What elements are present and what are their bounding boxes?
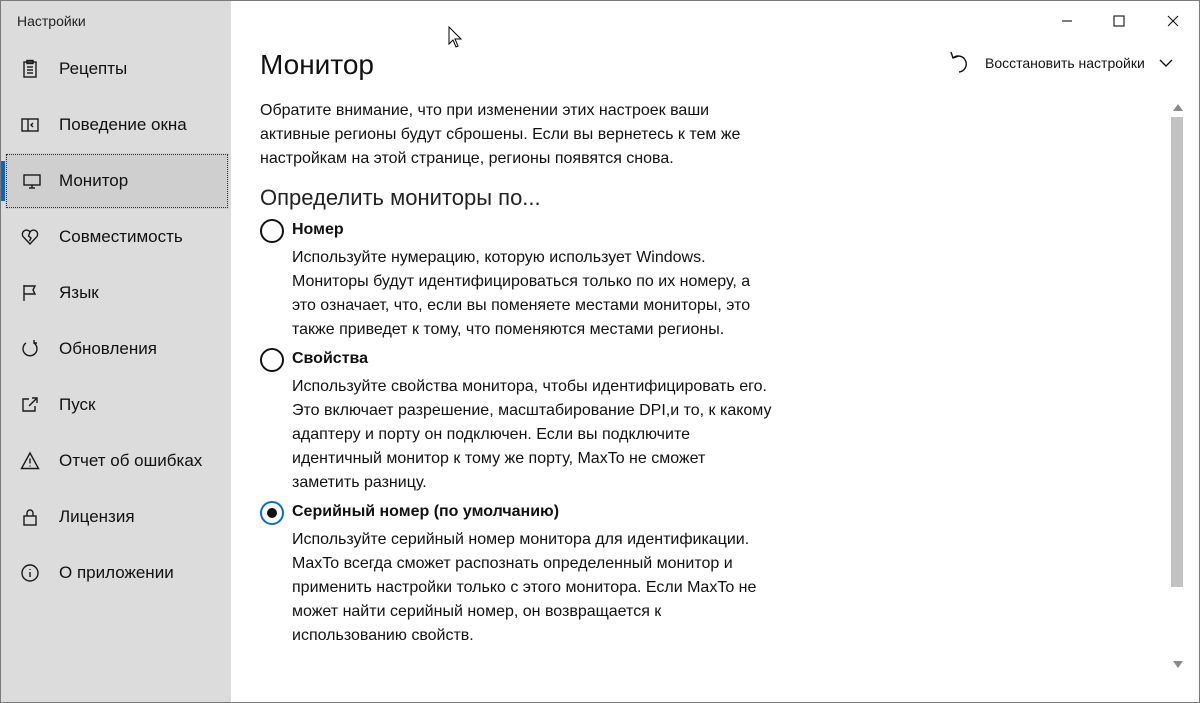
close-button[interactable]: [1147, 1, 1199, 41]
sidebar-item-label: Пуск: [59, 395, 96, 414]
scroll-down-arrow-icon[interactable]: [1171, 659, 1185, 671]
sidebar-item-label: Монитор: [59, 171, 129, 190]
description-line: заметить разницу.: [292, 474, 427, 491]
option-description: [292, 246, 822, 342]
page-title: Монитор: [260, 49, 374, 80]
description-line: использованию свойств.: [292, 627, 474, 644]
description-line: Используйте свойства монитора, чтобы идентифицировать его.: [292, 378, 767, 395]
description-line: может найти серийный номер, он возвращается к: [292, 603, 662, 620]
sidebar-item-label: Поведение окна: [59, 115, 187, 134]
flag-icon: [1, 265, 59, 321]
description-line: идентичный монитор к тому же порту, MaxTo не сможет: [292, 450, 706, 467]
restore-settings-label: Восстановить настройки: [985, 55, 1145, 71]
option-title: Свойства: [292, 350, 369, 367]
description-line: применить настройки только с этого монитора. Если MaxTo не: [292, 579, 757, 596]
chevron-down-icon: [1159, 58, 1173, 68]
restore-settings-button[interactable]: [947, 49, 1173, 77]
description-line: Это включает разрешение, масштабирование DPI,и то, к какому: [292, 402, 772, 419]
info-icon: [1, 545, 59, 601]
sidebar-nav: [1, 41, 231, 601]
radio-button-checked[interactable]: [260, 501, 284, 525]
description-line: это означает, что, если вы поменяете местами мониторы, это: [292, 297, 751, 314]
sidebar-item-label: Совместимость: [59, 227, 183, 246]
sidebar-item-label: О приложении: [59, 563, 174, 582]
intro-line: настройкам на этой странице, регионы появятся снова.: [260, 150, 674, 167]
sidebar-item-window-behavior[interactable]: [1, 97, 231, 153]
window-icon: [1, 97, 59, 153]
intro-line: активные регионы будут сброшены. Если вы вернетесь к тем же: [260, 126, 741, 143]
scrollbar-thumb[interactable]: [1171, 117, 1183, 587]
sidebar-item-label: Отчет об ошибках: [59, 451, 203, 470]
app-title: Настройки: [17, 13, 86, 29]
broken-heart-icon: [1, 209, 59, 265]
sidebar-item-updates[interactable]: [1, 321, 231, 377]
description-line: Используйте нумерацию, которую использует Windows.: [292, 249, 706, 266]
option-description: [292, 375, 822, 495]
option-title: Номер: [292, 221, 344, 238]
radio-button[interactable]: [260, 219, 284, 243]
mouse-cursor-icon: [448, 26, 464, 50]
sidebar-item-about[interactable]: [1, 545, 231, 601]
sidebar-item-label: Рецепты: [59, 59, 128, 78]
sidebar-item-recipes[interactable]: [1, 41, 231, 97]
undo-icon: [947, 49, 971, 77]
option-description: [292, 528, 822, 648]
launch-icon: [1, 377, 59, 433]
clipboard-icon: [1, 41, 59, 97]
lock-icon: [1, 489, 59, 545]
refresh-icon: [1, 321, 59, 377]
warning-icon: [1, 433, 59, 489]
description-line: также приведет к тому, что поменяются местами регионы.: [292, 321, 725, 338]
sidebar-item-label: Обновления: [59, 339, 157, 358]
scroll-up-arrow-icon[interactable]: [1171, 101, 1185, 113]
sidebar-item-label: Язык: [59, 283, 99, 302]
description-line: Используйте серийный номер монитора для идентификации.: [292, 531, 750, 548]
intro-line: Обратите внимание, что при изменении этих настроек ваши: [260, 102, 710, 119]
description-line: Мониторы будут идентифицироваться только по их номеру, а: [292, 273, 751, 290]
option-serial-number[interactable]: [260, 500, 820, 650]
description-line: MaxTo всегда сможет распознать определенный монитор и: [292, 555, 733, 572]
maximize-button[interactable]: [1093, 1, 1145, 41]
close-icon: [1167, 15, 1179, 27]
section-title: Определить мониторы по...: [260, 185, 541, 210]
sidebar-item-license[interactable]: [1, 489, 231, 545]
intro-text: [260, 99, 800, 171]
sidebar-item-error-reports[interactable]: [1, 433, 231, 489]
sidebar-item-language[interactable]: [1, 265, 231, 321]
sidebar-item-label: Лицензия: [59, 507, 135, 526]
sidebar-item-startup[interactable]: [1, 377, 231, 433]
option-title: Серийный номер (по умолчанию): [292, 503, 560, 520]
radio-button[interactable]: [260, 348, 284, 372]
sidebar: [1, 1, 231, 702]
sidebar-item-monitor[interactable]: [5, 153, 229, 209]
minimize-icon: [1061, 15, 1073, 27]
option-properties[interactable]: [260, 347, 820, 497]
description-line: адаптеру и порту он подключен. Если вы подключите: [292, 426, 690, 443]
monitor-icon: [5, 153, 59, 209]
minimize-button[interactable]: [1041, 1, 1093, 41]
sidebar-item-compatibility[interactable]: [1, 209, 231, 265]
maximize-icon: [1113, 15, 1125, 27]
option-number[interactable]: [260, 218, 820, 342]
